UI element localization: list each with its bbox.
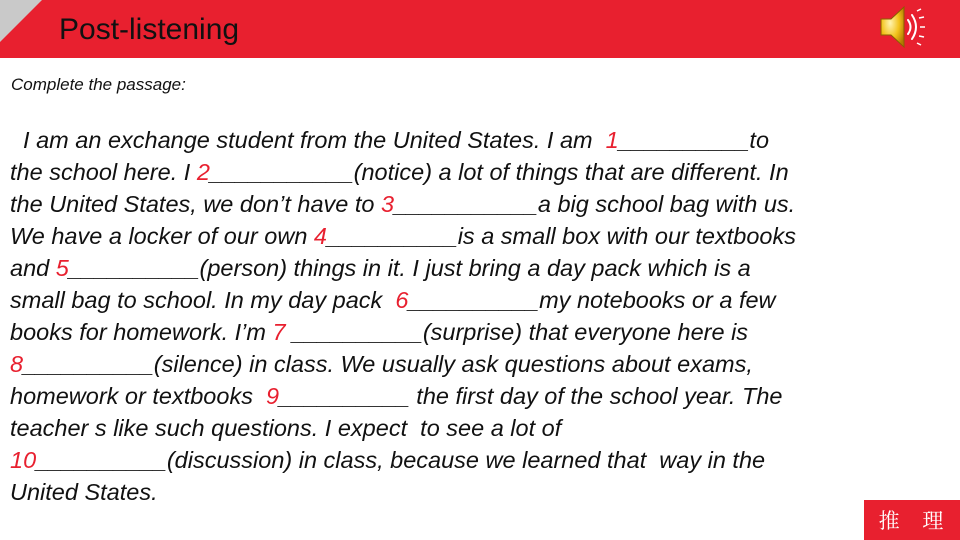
blank-number: 8 <box>10 351 24 377</box>
passage-line <box>10 188 796 220</box>
passage-text: the United States, we don’t have to <box>10 191 382 217</box>
passage-line <box>10 444 796 476</box>
passage-line <box>10 220 796 252</box>
passage-text: teacher s like such questions. I expect to see a lot of <box>10 415 562 441</box>
passage-line <box>10 316 796 348</box>
passage-text: ___________(notice) a lot of things that are different. In <box>209 159 789 185</box>
speaker-icon[interactable] <box>877 2 929 52</box>
passage-text: __________(discussion) in class, because we learned that way in the <box>36 447 766 473</box>
reasoning-badge[interactable]: 推 理 <box>864 500 960 540</box>
passage <box>10 124 796 508</box>
passage-line <box>10 412 796 444</box>
passage-text: __________ the first day of the school year. The <box>279 383 783 409</box>
blank-number: 3 <box>381 191 395 217</box>
page-title: Post-listening <box>59 13 240 46</box>
blank-number: 9 <box>266 383 280 409</box>
passage-text: We have a locker of our own <box>10 223 314 249</box>
blank-number: 6 <box>395 287 409 313</box>
passage-line <box>10 156 796 188</box>
passage-text: __________is a small box with our textbooks <box>327 223 796 249</box>
passage-line <box>10 124 796 156</box>
passage-text: ___________a big school bag with us. <box>394 191 796 217</box>
passage-text: __________to <box>618 127 770 153</box>
blank-number: 2 <box>196 159 210 185</box>
passage-text: books for homework. I’m <box>10 319 273 345</box>
passage-line <box>10 348 796 380</box>
passage-line <box>10 284 796 316</box>
passage-line <box>10 476 796 508</box>
passage-text: United States. <box>10 479 158 505</box>
passage-text: the school here. I <box>10 159 197 185</box>
passage-text: homework or textbooks <box>10 383 266 409</box>
passage-line <box>10 380 796 412</box>
passage-text: and <box>10 255 56 281</box>
blank-number: 10 <box>10 447 37 473</box>
passage-text: __________(person) things in it. I just bring a day pack which is a <box>68 255 751 281</box>
blank-number: 5 <box>55 255 69 281</box>
passage-text: __________my notebooks or a few <box>408 287 776 313</box>
passage-text: __________(surprise) that everyone here is <box>285 319 749 345</box>
passage-text: I am an exchange student from the United States. I am <box>10 127 606 153</box>
instruction-text: Complete the passage: <box>11 75 186 94</box>
title-bar <box>0 0 960 58</box>
corner-fold <box>0 0 42 42</box>
passage-text: __________(silence) in class. We usually ask questions about exams, <box>23 351 753 377</box>
blank-number: 1 <box>605 127 619 153</box>
blank-number: 4 <box>313 223 327 249</box>
passage-text: small bag to school. In my day pack <box>10 287 396 313</box>
passage-line <box>10 252 796 284</box>
blank-number: 7 <box>272 319 286 345</box>
